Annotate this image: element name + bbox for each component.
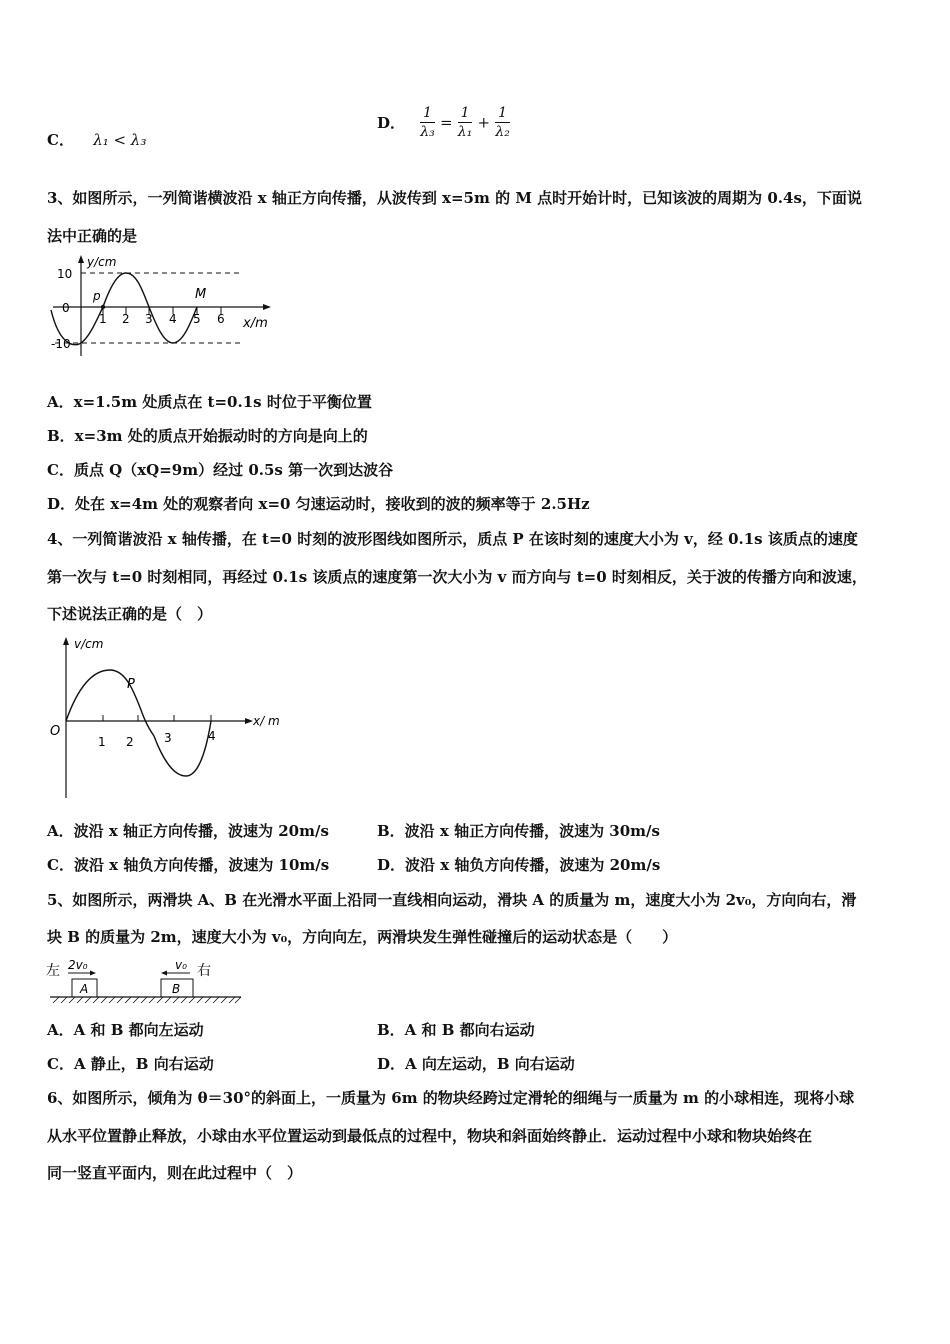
q3-x-tick-label-3: 3: [145, 312, 153, 326]
q4-option-b: B．波沿 x 轴正方向传播，波速为 30m/s: [377, 822, 660, 840]
q2-frac-den-l2: λ₂: [495, 124, 510, 140]
q6-stem-line2: 从水平位置静止释放，小球由水平位置运动到最低点的过程中，物块和斜面始终静止．运动过程中小球和物块始终在: [47, 1127, 813, 1145]
q3-wave-curve: [51, 273, 197, 345]
q3-x-tick-label-5: 5: [193, 312, 201, 326]
q3-option-a: A．x=1.5m 处质点在 t=0.1s 时位于平衡位置: [47, 393, 372, 411]
q5-block-b-label: B: [172, 982, 181, 996]
q4-option-d: D．波沿 x 轴负方向传播，波速为 20m/s: [377, 856, 661, 874]
q5-option-b: B．A 和 B 都向右运动: [377, 1021, 535, 1039]
q4-option-a: A．波沿 x 轴正方向传播，波速为 20m/s: [47, 822, 329, 840]
q2-fraction-rhs-2: [495, 104, 510, 141]
q5-stem-line2: 块 B 的质量为 2m，速度大小为 v₀，方向向左，两滑块发生弹性碰撞后的运动状态是（ ）: [47, 928, 678, 946]
q2-frac-num-1: 1: [420, 104, 435, 123]
q3-x-axis-arrow: [263, 304, 271, 310]
q4-origin-label: O: [50, 724, 61, 739]
q5-option-c: C．A 静止，B 向右运动: [47, 1055, 214, 1073]
q5-ground-hatch: [53, 997, 241, 1003]
q5-stem-line1: 5、如图所示，两滑块 A、B 在光滑水平面上沿同一直线相向运动，滑块 A 的质量为 m，速度大小为 2v₀，方向向右，滑: [47, 891, 857, 909]
q3-x-axis-label: x/m: [243, 316, 268, 331]
q5-right-label: 右: [197, 963, 211, 979]
q4-x-tick-label-1: 1: [98, 735, 106, 749]
q2-fraction-rhs-1: [458, 104, 473, 141]
q3-x-tick-label-4: 4: [169, 312, 177, 326]
q4-stem-line3: 下述说法正确的是（ ）: [47, 605, 213, 623]
q2-frac-den-l1: λ₁: [457, 124, 473, 140]
q4-y-axis-arrow: [63, 637, 69, 645]
q3-y-tick-0: 0: [62, 301, 70, 315]
q5-option-d: D．A 向左运动，B 向右运动: [377, 1055, 575, 1073]
q3-option-c: C．质点 Q（xQ=9m）经过 0.5s 第一次到达波谷: [47, 461, 394, 479]
q2-frac-num-3: 1: [495, 104, 510, 123]
q3-stem-line2: 法中正确的是: [47, 227, 138, 245]
q6-stem-line3: 同一竖直平面内，则在此过程中（ ）: [47, 1164, 303, 1182]
q4-x-tick-label-2: 2: [126, 735, 134, 749]
q2-option-d-label: D．: [377, 114, 406, 132]
q5-velocity-a-label: 2v₀: [68, 958, 88, 972]
q3-x-tick-label-1: 1: [99, 312, 107, 326]
q2-frac-num-2: 1: [458, 104, 473, 123]
q4-stem-line2: 第一次与 t=0 时刻相同，再经过 0.1s 该质点的速度第一次大小为 v 而方向与 t=0 时刻相反，关于波的传播方向和波速，: [47, 568, 867, 586]
q2-fraction-lhs: [420, 104, 435, 141]
q4-y-axis-label: v/cm: [74, 637, 104, 651]
q4-option-c: C．波沿 x 轴负方向传播，波速为 10m/s: [47, 856, 330, 874]
q2-option-c-label: C．: [47, 131, 74, 149]
q3-wave-figure: [45, 252, 280, 357]
q2-option-c-expr: λ₁ < λ₃: [93, 131, 147, 149]
q4-wave-figure: [48, 632, 288, 804]
q3-x-tick-label-6: 6: [217, 312, 225, 326]
q3-point-p-label: p: [93, 289, 101, 303]
q3-point-m-label: M: [195, 287, 207, 302]
q2-equals: =: [439, 113, 453, 132]
q3-option-b: B．x=3m 处的质点开始振动时的方向是向上的: [47, 427, 368, 445]
q3-y-tick-10: 10: [57, 267, 73, 281]
q5-block-a-label: A: [80, 982, 89, 996]
q4-x-axis-label: x/ m: [253, 714, 280, 728]
q4-stem-line1: 4、一列简谐波沿 x 轴传播，在 t=0 时刻的波形图线如图所示，质点 P 在该时刻的速度大小为 v，经 0.1s 该质点的速度: [47, 530, 858, 548]
q5-collision-figure: [45, 955, 245, 1007]
q2-plus: +: [477, 113, 491, 132]
q3-x-tick-label-2: 2: [122, 312, 130, 326]
q3-option-d: D．处在 x=4m 处的观察者向 x=0 匀速运动时，接收到的波的频率等于 2.5Hz: [47, 495, 590, 513]
q4-x-axis-arrow: [245, 718, 253, 724]
q4-x-tick-label-4: 4: [208, 729, 216, 743]
q5-left-label: 左: [46, 963, 60, 979]
q4-x-tick-label-3: 3: [164, 731, 172, 745]
q3-y-axis-arrow: [78, 255, 84, 263]
q4-wave-curve: [66, 670, 211, 776]
q4-point-p-label: P: [127, 677, 135, 692]
q3-y-tick-neg10: -10: [51, 337, 71, 351]
q3-y-axis-label: y/cm: [87, 255, 117, 269]
q5-option-a: A．A 和 B 都向左运动: [47, 1021, 204, 1039]
q5-velocity-b-arrow-head: [161, 971, 167, 976]
q6-stem-line1: 6、如图所示，倾角为 θ＝30°的斜面上，一质量为 6m 的物块经跨过定滑轮的细绳与一质量为 m 的小球相连，现将小球: [47, 1089, 855, 1107]
q5-velocity-a-arrow-head: [90, 971, 96, 976]
q2-option-d: [377, 104, 510, 141]
q3-stem-line1: 3、如图所示，一列简谐横波沿 x 轴正方向传播，从波传到 x=5m 的 M 点时开始计时，已知该波的周期为 0.4s，下面说: [47, 189, 862, 207]
q5-velocity-b-label: v₀: [175, 958, 187, 972]
q2-frac-den-l3: λ₃: [420, 124, 435, 140]
q2-option-c: [47, 129, 146, 150]
